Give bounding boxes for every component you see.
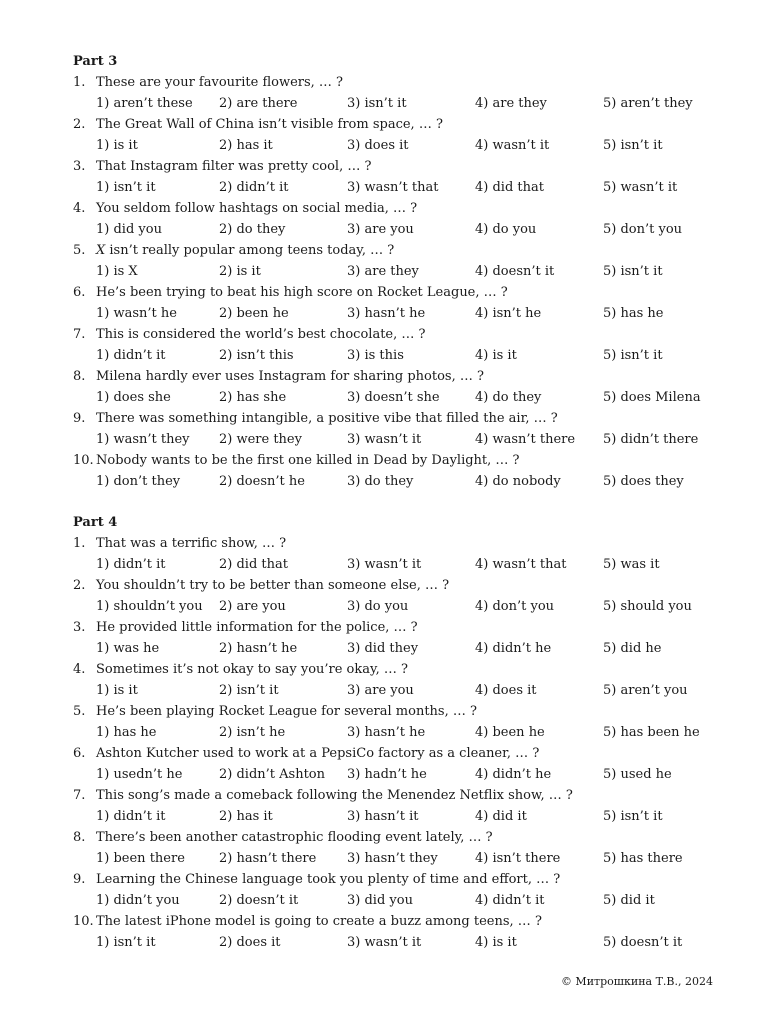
answer-option: 4) wasn’t there: [475, 432, 576, 447]
part-3-section: [73, 51, 733, 492]
question: [73, 617, 733, 638]
answer-option: 3) hadn’t he: [347, 767, 427, 782]
answer-option: 4) do you: [475, 222, 537, 237]
answer-option: 1) aren’t these: [96, 96, 193, 111]
answer-option: 5) isn’t it: [603, 264, 663, 279]
question-text: Milena hardly ever uses Instagram for sharing photos, … ?: [96, 369, 484, 384]
answer-options: [73, 429, 733, 450]
answer-options: [73, 135, 733, 156]
answer-option: 3) are they: [347, 264, 419, 279]
question: [73, 701, 733, 722]
answer-option: 1) don’t they: [96, 474, 181, 489]
answer-option: 3) do they: [347, 474, 414, 489]
answer-option: 4) didn’t he: [475, 641, 552, 656]
question-text: The Great Wall of China isn’t visible from space, … ?: [96, 117, 443, 132]
question-text: This is considered the world’s best chocolate, … ?: [96, 327, 426, 342]
question: [73, 72, 733, 93]
answer-option: 2) doesn’t it: [219, 893, 299, 908]
question-number: 1.: [73, 75, 86, 90]
answer-option: 3) did you: [347, 893, 413, 908]
answer-option: 5) used he: [603, 767, 672, 782]
question-number: 10.: [73, 453, 94, 468]
question-text: You shouldn’t try to be better than someone else, … ?: [96, 578, 450, 593]
question-number: 9.: [73, 872, 86, 887]
question-text: Sometimes it’s not okay to say you’re okay, … ?: [96, 662, 408, 677]
answer-option: 1) been there: [96, 851, 185, 866]
question-text: There’s been another catastrophic flooding event lately, … ?: [96, 830, 493, 845]
answer-option: 2) isn’t it: [219, 683, 279, 698]
answer-option: 4) didn’t he: [475, 767, 552, 782]
answer-option: 3) wasn’t it: [347, 935, 422, 950]
answer-option: 3) hasn’t they: [347, 851, 438, 866]
answer-option: 5) did it: [603, 893, 655, 908]
answer-options: [73, 554, 733, 575]
answer-options: [73, 387, 733, 408]
answer-option: 4) doesn’t it: [475, 264, 555, 279]
answer-option: 1) is X: [96, 264, 138, 279]
answer-option: 1) is it: [96, 138, 138, 153]
answer-option: 1) didn’t it: [96, 348, 166, 363]
answer-option: 5) doesn’t it: [603, 935, 683, 950]
answer-option: 5) should you: [603, 599, 692, 614]
answer-option: 1) is it: [96, 683, 138, 698]
question-text: He’s been trying to beat his high score on Rocket League, … ?: [96, 285, 508, 300]
question-number: 6.: [73, 746, 86, 761]
question-number: 4.: [73, 662, 86, 677]
answer-options: [73, 345, 733, 366]
answer-option: 4) isn’t he: [475, 306, 542, 321]
answer-option: 5) wasn’t it: [603, 180, 678, 195]
answer-option: 1) has he: [96, 725, 157, 740]
answer-option: 3) wasn’t it: [347, 432, 422, 447]
answer-option: 2) are there: [219, 96, 298, 111]
answer-option: 1) wasn’t he: [96, 306, 177, 321]
answer-option: 3) hasn’t he: [347, 306, 426, 321]
answer-option: 5) was it: [603, 557, 660, 572]
question-list: [73, 533, 733, 953]
question: [73, 785, 733, 806]
question: [73, 282, 733, 303]
answer-options: [73, 303, 733, 324]
question-text: The latest iPhone model is going to create a buzz among teens, … ?: [96, 914, 542, 929]
answer-options: [73, 93, 733, 114]
question: [73, 324, 733, 345]
question-text: Ashton Kutcher used to work at a PepsiCo factory as a cleaner, … ?: [96, 746, 540, 761]
answer-option: 4) are they: [475, 96, 547, 111]
question-text: Learning the Chinese language took you plenty of time and effort, … ?: [96, 872, 561, 887]
answer-option: 4) did that: [475, 180, 544, 195]
answer-option: 2) hasn’t there: [219, 851, 317, 866]
answer-option: 4) been he: [475, 725, 545, 740]
answer-option: 2) did that: [219, 557, 288, 572]
answer-option: 2) isn’t he: [219, 725, 286, 740]
answer-option: 2) has she: [219, 390, 287, 405]
answer-options: [73, 890, 733, 911]
answer-option: 2) isn’t this: [219, 348, 294, 363]
answer-option: 2) is it: [219, 264, 261, 279]
answer-option: 2) were they: [219, 432, 302, 447]
answer-option: 1) didn’t it: [96, 809, 166, 824]
question: [73, 156, 733, 177]
question-text: There was something intangible, a positive vibe that filled the air, … ?: [96, 411, 558, 426]
answer-option: 4) is it: [475, 348, 517, 363]
answer-option: 1) isn’t it: [96, 180, 156, 195]
answer-option: 3) does it: [347, 138, 409, 153]
question-text: This song’s made a comeback following the Menendez Netflix show, … ?: [96, 788, 573, 803]
answer-option: 2) do they: [219, 222, 286, 237]
answer-option: 5) aren’t they: [603, 96, 693, 111]
answer-option: 3) isn’t it: [347, 96, 407, 111]
answer-option: 5) didn’t there: [603, 432, 699, 447]
answer-options: [73, 219, 733, 240]
answer-option: 5) isn’t it: [603, 138, 663, 153]
question: [73, 911, 733, 932]
question-number: 8.: [73, 369, 86, 384]
answer-option: 1) did you: [96, 222, 162, 237]
question-number: 9.: [73, 411, 86, 426]
answer-option: 4) did it: [475, 809, 527, 824]
question-number: 6.: [73, 285, 86, 300]
answer-option: 3) did they: [347, 641, 419, 656]
answer-option: 1) shouldn’t you: [96, 599, 203, 614]
answer-option: 2) doesn’t he: [219, 474, 305, 489]
question-number: 7.: [73, 788, 86, 803]
answer-option: 1) didn’t it: [96, 557, 166, 572]
answer-option: 2) are you: [219, 599, 286, 614]
question: [73, 869, 733, 890]
answer-option: 3) hasn’t he: [347, 725, 426, 740]
copyright-footer: © Митрошкина Т.В., 2024: [560, 975, 713, 988]
part-4-section: [73, 512, 733, 953]
answer-option: 4) wasn’t it: [475, 138, 550, 153]
answer-option: 2) does it: [219, 935, 281, 950]
answer-option: 1) was he: [96, 641, 160, 656]
answer-option: 3) are you: [347, 222, 414, 237]
answer-option: 2) didn’t it: [219, 180, 289, 195]
question: [73, 827, 733, 848]
question-text: That was a terrific show, … ?: [96, 536, 287, 551]
question: [73, 240, 733, 261]
question-number: 3.: [73, 620, 86, 635]
answer-option: 5) has there: [603, 851, 683, 866]
question-number: 7.: [73, 327, 86, 342]
answer-option: 4) does it: [475, 683, 537, 698]
answer-option: 3) do you: [347, 599, 409, 614]
answer-option: 2) has it: [219, 138, 273, 153]
question: [73, 366, 733, 387]
answer-option: 5) does they: [603, 474, 684, 489]
question-text: He’s been playing Rocket League for several months, … ?: [96, 704, 477, 719]
answer-options: [73, 177, 733, 198]
question-text: You seldom follow hashtags on social media, … ?: [96, 201, 418, 216]
answer-option: 1) does she: [96, 390, 171, 405]
question-text-italic: X: [96, 243, 106, 258]
answer-option: 4) is it: [475, 935, 517, 950]
question-text: isn’t really popular among teens today, … ?: [105, 243, 395, 258]
question-number: 10.: [73, 914, 94, 929]
answer-options: [73, 638, 733, 659]
part-title: Part 3: [73, 54, 118, 69]
answer-option: 4) do nobody: [475, 474, 561, 489]
question-list: [73, 72, 733, 492]
question: [73, 533, 733, 554]
question: [73, 659, 733, 680]
answer-option: 1) isn’t it: [96, 935, 156, 950]
answer-option: 2) didn’t Ashton: [219, 767, 325, 782]
answer-options: [73, 764, 733, 785]
part-title: Part 4: [73, 515, 118, 530]
question-text: He provided little information for the police, … ?: [96, 620, 418, 635]
answer-option: 5) does Milena: [603, 390, 701, 405]
question-number: 3.: [73, 159, 86, 174]
question-text: Nobody wants to be the first one killed in Dead by Daylight, … ?: [96, 453, 520, 468]
answer-options: [73, 680, 733, 701]
answer-option: 4) isn’t there: [475, 851, 561, 866]
answer-option: 3) is this: [347, 348, 404, 363]
answer-option: 5) don’t you: [603, 222, 683, 237]
question-number: 4.: [73, 201, 86, 216]
answer-option: 3) are you: [347, 683, 414, 698]
answer-options: [73, 848, 733, 869]
question-text: That Instagram filter was pretty cool, … ?: [96, 159, 372, 174]
answer-option: 3) doesn’t she: [347, 390, 440, 405]
question: [73, 450, 733, 471]
answer-option: 5) isn’t it: [603, 348, 663, 363]
answer-option: 1) usedn’t he: [96, 767, 183, 782]
question-number: 8.: [73, 830, 86, 845]
question: [73, 575, 733, 596]
answer-option: 1) wasn’t they: [96, 432, 190, 447]
answer-option: 3) wasn’t it: [347, 557, 422, 572]
question-number: 1.: [73, 536, 86, 551]
question: [73, 198, 733, 219]
answer-option: 4) don’t you: [475, 599, 555, 614]
question-number: 5.: [73, 243, 86, 258]
answer-option: 1) didn’t you: [96, 893, 180, 908]
question: [73, 114, 733, 135]
answer-option: 3) hasn’t it: [347, 809, 419, 824]
answer-option: 5) isn’t it: [603, 809, 663, 824]
answer-options: [73, 806, 733, 827]
answer-option: 4) didn’t it: [475, 893, 545, 908]
answer-options: [73, 932, 733, 953]
question: [73, 408, 733, 429]
question-text: These are your favourite flowers, … ?: [96, 75, 344, 90]
answer-option: 2) has it: [219, 809, 273, 824]
answer-option: 4) do they: [475, 390, 542, 405]
question-number: 5.: [73, 704, 86, 719]
answer-option: 2) hasn’t he: [219, 641, 298, 656]
answer-options: [73, 471, 733, 492]
answer-option: 5) aren’t you: [603, 683, 688, 698]
answer-option: 2) been he: [219, 306, 289, 321]
answer-options: [73, 261, 733, 282]
question-number: 2.: [73, 117, 86, 132]
answer-options: [73, 596, 733, 617]
answer-option: 3) wasn’t that: [347, 180, 439, 195]
answer-option: 5) has he: [603, 306, 664, 321]
answer-option: 5) did he: [603, 641, 662, 656]
answer-option: 5) has been he: [603, 725, 700, 740]
question: [73, 743, 733, 764]
answer-options: [73, 722, 733, 743]
answer-option: 4) wasn’t that: [475, 557, 567, 572]
question-number: 2.: [73, 578, 86, 593]
